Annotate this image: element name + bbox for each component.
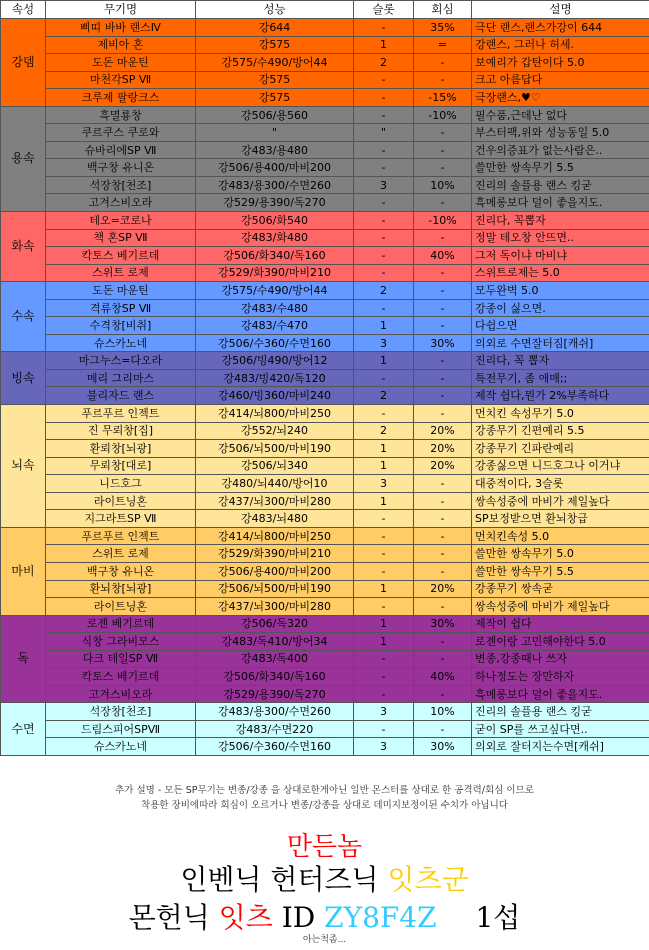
description-cell: 강종싫으면 니드호그나 이거냐 (472, 457, 649, 475)
slot-cell: 1 (354, 317, 414, 335)
table-row (1, 633, 649, 651)
slot-cell: - (354, 685, 414, 703)
weapon-name-cell: 라이트닝혼 (46, 492, 196, 510)
weapon-name-cell: 마천각SP Ⅶ (46, 71, 196, 89)
description-cell: 극장랜스,♥♡ (472, 89, 649, 107)
critical-cell: - (414, 545, 472, 563)
performance-cell: 강483/독410/방어34 (196, 633, 354, 651)
table-row (1, 720, 649, 738)
critical-cell: = (414, 36, 472, 54)
description-cell: 크고 아름답다 (472, 71, 649, 89)
header-slots: 슬롯 (354, 1, 414, 19)
critical-cell: 40% (414, 668, 472, 686)
performance-cell: 강529/용390/독270 (196, 685, 354, 703)
performance-cell: 강483/용300/수면260 (196, 703, 354, 721)
table-row (1, 19, 649, 37)
header-attribute: 속성 (1, 1, 46, 19)
critical-cell: 20% (414, 422, 472, 440)
performance-cell: 강506/용560 (196, 106, 354, 124)
weapon-name-cell: 수격창[비취] (46, 317, 196, 335)
slot-cell: - (354, 545, 414, 563)
credit-inven-nick: 인벤닉 헌터즈닉 (180, 863, 379, 896)
table-row (1, 387, 649, 405)
slot-cell: - (354, 650, 414, 668)
slot-cell: - (354, 212, 414, 230)
slot-cell: - (354, 159, 414, 177)
performance-cell: 강483/뇌480 (196, 510, 354, 528)
performance-cell: 강506/용400/마비200 (196, 562, 354, 580)
table-row (1, 352, 649, 370)
performance-cell: 강483/용300/수면260 (196, 176, 354, 194)
performance-cell: 강483/독400 (196, 650, 354, 668)
performance-cell: 강437/뇌300/마비280 (196, 598, 354, 616)
performance-cell: 강529/화390/마비210 (196, 545, 354, 563)
weapon-name-cell: 쿠르쿠스 쿠로와 (46, 124, 196, 142)
critical-cell: - (414, 317, 472, 335)
table-row (1, 422, 649, 440)
weapon-name-cell: 지그라트SP Ⅶ (46, 510, 196, 528)
slot-cell: 1 (354, 457, 414, 475)
description-cell: 강종무기 긴편예리 5.5 (472, 422, 649, 440)
table-row (1, 71, 649, 89)
table-row (1, 492, 649, 510)
description-cell: 의외로 수면잘터짐[캐쉬] (472, 334, 649, 352)
table-row (1, 264, 649, 282)
critical-cell: - (414, 264, 472, 282)
critical-cell: - (414, 352, 472, 370)
critical-cell: 35% (414, 19, 472, 37)
weapon-name-cell: 환뢰창[뇌광] (46, 440, 196, 458)
attribute-cell: 독 (1, 615, 46, 703)
credit-made-by: 만든놈 (286, 832, 363, 862)
table-row (1, 212, 649, 230)
slot-cell: 1 (354, 615, 414, 633)
header-weapon-name: 무기명 (46, 1, 196, 19)
performance-cell: 강506/화540 (196, 212, 354, 230)
description-cell: 진리다, 꼭 뽑자 (472, 352, 649, 370)
attribute-cell: 수속 (1, 282, 46, 352)
critical-cell: 40% (414, 247, 472, 265)
table-row (1, 106, 649, 124)
weapon-name-cell: 메리 그리마스 (46, 369, 196, 387)
description-cell: 강랜스, 그러나 허세. (472, 36, 649, 54)
weapon-name-cell: 마그누스=다오라 (46, 352, 196, 370)
weapon-name-cell: 석장창[천조] (46, 176, 196, 194)
slot-cell: 1 (354, 633, 414, 651)
slot-cell: - (354, 299, 414, 317)
performance-cell: " (196, 124, 354, 142)
attribute-cell: 용속 (1, 106, 46, 211)
table-row (1, 194, 649, 212)
weapon-name-cell: 석장창[천조] (46, 703, 196, 721)
header-description: 설명 (472, 1, 649, 19)
table-row (1, 334, 649, 352)
description-cell: 강종무기 긴파란예리 (472, 440, 649, 458)
credit-line3 (0, 896, 649, 936)
performance-cell: 강483/빙420/독120 (196, 369, 354, 387)
slot-cell: 3 (354, 176, 414, 194)
table-row (1, 89, 649, 107)
description-cell: 흑메롱보다 덜이 좋을지도. (472, 685, 649, 703)
weapon-name-cell: 스위트 로제 (46, 264, 196, 282)
table-row (1, 562, 649, 580)
weapon-name-cell: 슈스카노네 (46, 334, 196, 352)
weapon-name-cell: 격류창SP Ⅶ (46, 299, 196, 317)
table-row (1, 527, 649, 545)
slot-cell: - (354, 369, 414, 387)
slot-cell: - (354, 141, 414, 159)
critical-cell: - (414, 54, 472, 72)
critical-cell: 30% (414, 615, 472, 633)
slot-cell: - (354, 106, 414, 124)
weapon-name-cell: 도돈 마운틴 (46, 54, 196, 72)
description-cell: 로젠이랑 고민해야한다 5.0 (472, 633, 649, 651)
slot-cell: 2 (354, 54, 414, 72)
critical-cell: - (414, 685, 472, 703)
description-cell: 진리의 솔플용 랜스 킹굳 (472, 703, 649, 721)
critical-cell: - (414, 194, 472, 212)
performance-cell: 강483/수480 (196, 299, 354, 317)
critical-cell: - (414, 159, 472, 177)
description-cell: 쓸만한 쌍속무기 5.5 (472, 562, 649, 580)
slot-cell: - (354, 405, 414, 423)
performance-cell: 강506/빙490/방어12 (196, 352, 354, 370)
description-cell: 쌍속성중에 마비가 제일높다 (472, 598, 649, 616)
critical-cell: - (414, 369, 472, 387)
critical-cell: 30% (414, 738, 472, 756)
performance-cell: 강414/뇌800/마비250 (196, 405, 354, 423)
weapon-name-cell: 책 혼SP Ⅶ (46, 229, 196, 247)
credit-id-value: ZY8F4Z (324, 901, 437, 934)
critical-cell: - (414, 387, 472, 405)
description-cell: 굳이 SP를 쓰고싶다면.. (472, 720, 649, 738)
performance-cell: 강480/뇌440/방어10 (196, 475, 354, 493)
critical-cell: - (414, 650, 472, 668)
slot-cell: - (354, 229, 414, 247)
table-row (1, 124, 649, 142)
table-row (1, 598, 649, 616)
table-row (1, 369, 649, 387)
performance-cell: 강460/빙360/마비240 (196, 387, 354, 405)
slot-cell: - (354, 510, 414, 528)
table-row (1, 685, 649, 703)
description-cell: 그저 독이냐 마비냐 (472, 247, 649, 265)
critical-cell: - (414, 405, 472, 423)
critical-cell: -10% (414, 106, 472, 124)
table-row (1, 317, 649, 335)
critical-cell: - (414, 598, 472, 616)
slot-cell: 3 (354, 334, 414, 352)
weapon-name-cell: 삐띠 바바 랜스Ⅳ (46, 19, 196, 37)
table-row (1, 738, 649, 756)
slot-cell: - (354, 89, 414, 107)
description-cell: 쌍속성중에 마비가 제일높다 (472, 492, 649, 510)
performance-cell: 강529/화390/마비210 (196, 264, 354, 282)
credit-monhun-label: 몬헌닉 (128, 901, 210, 934)
credit-tiny-note: 아는척좀... (302, 935, 347, 945)
attribute-cell: 화속 (1, 212, 46, 282)
slot-cell: - (354, 264, 414, 282)
description-cell: 특전무기, 좀 애매;; (472, 369, 649, 387)
header-performance: 성능 (196, 1, 354, 19)
performance-cell: 강506/뇌340 (196, 457, 354, 475)
critical-cell: -15% (414, 89, 472, 107)
slot-cell: 1 (354, 440, 414, 458)
weapon-name-cell: 환뇌창[뇌광] (46, 580, 196, 598)
performance-cell: 강483/수470 (196, 317, 354, 335)
description-cell: 필수품,근데난 없다 (472, 106, 649, 124)
performance-cell: 강506/수360/수면160 (196, 738, 354, 756)
critical-cell: - (414, 720, 472, 738)
description-cell: 쓸만한 쌍속무기 5.0 (472, 545, 649, 563)
weapon-name-cell: 제비아 혼 (46, 36, 196, 54)
performance-cell: 강483/용480 (196, 141, 354, 159)
credit-id-label: ID (281, 901, 316, 934)
table-row (1, 54, 649, 72)
description-cell: 정말 테오창 안뜨면.. (472, 229, 649, 247)
weapon-name-cell: 고겨스비오라 (46, 685, 196, 703)
credit-monhun-nick: 잇츠 (218, 901, 273, 934)
performance-cell: 강506/뇌500/마비190 (196, 580, 354, 598)
table-row (1, 141, 649, 159)
description-cell: 하나정도는 장만하자 (472, 668, 649, 686)
footnote-line1: 추가 설명 - 모든 SP무기는 변종/강종 을 상대로한게아닌 일반 몬스터를 상대로 한 공격력/회심 이므로 (115, 785, 534, 796)
slot-cell: - (354, 668, 414, 686)
performance-cell: 강506/독320 (196, 615, 354, 633)
critical-cell: - (414, 633, 472, 651)
critical-cell: - (414, 562, 472, 580)
description-cell: 부스터팩,위와 성능동일 5.0 (472, 124, 649, 142)
slot-cell: - (354, 194, 414, 212)
description-cell: 진리의 솔플용 랜스 킹굳 (472, 176, 649, 194)
performance-cell: 강644 (196, 19, 354, 37)
performance-cell: 강506/수360/수면160 (196, 334, 354, 352)
performance-cell: 강575 (196, 36, 354, 54)
credit-hunters-nick: 잇츠군 (387, 863, 469, 896)
performance-cell: 강483/화480 (196, 229, 354, 247)
weapon-name-cell: 크루제 팔랑크스 (46, 89, 196, 107)
performance-cell: 강529/용390/독270 (196, 194, 354, 212)
description-cell: 먼치킨속성 5.0 (472, 527, 649, 545)
weapon-name-cell: 칵토스 베기르데 (46, 247, 196, 265)
weapon-name-cell: 흑멸룡창 (46, 106, 196, 124)
critical-cell: - (414, 475, 472, 493)
description-cell: 건우의증표가 없는사람은.. (472, 141, 649, 159)
weapon-name-cell: 다크 테일SP Ⅶ (46, 650, 196, 668)
slot-cell: - (354, 527, 414, 545)
slot-cell: - (354, 247, 414, 265)
description-cell: 변종,강종때나 쓰자 (472, 650, 649, 668)
description-cell: 강종무기 쌍속굳 (472, 580, 649, 598)
critical-cell: - (414, 141, 472, 159)
critical-cell: 20% (414, 440, 472, 458)
weapon-name-cell: 푸르푸르 인젝트 (46, 527, 196, 545)
table-row (1, 159, 649, 177)
slot-cell: 2 (354, 387, 414, 405)
table-row (1, 229, 649, 247)
slot-cell: - (354, 598, 414, 616)
performance-cell: 강437/뇌300/마비280 (196, 492, 354, 510)
critical-cell: 20% (414, 580, 472, 598)
description-cell: 대중적이다, 3슬롯 (472, 475, 649, 493)
attribute-cell: 빙속 (1, 352, 46, 405)
weapon-name-cell: 드림스피어SPⅦ (46, 720, 196, 738)
critical-cell: 20% (414, 457, 472, 475)
description-cell: 쓸만한 쌍속무기 5.5 (472, 159, 649, 177)
slot-cell: 1 (354, 580, 414, 598)
slot-cell: 1 (354, 352, 414, 370)
weapon-name-cell: 식창 그라비모스 (46, 633, 196, 651)
description-cell: 흑메롱보다 덜이 좋을지도. (472, 194, 649, 212)
attribute-cell: 강뎀 (1, 19, 46, 107)
performance-cell: 강483/수면220 (196, 720, 354, 738)
critical-cell: - (414, 229, 472, 247)
weapon-name-cell: 칵토스 베기르데 (46, 668, 196, 686)
table-row (1, 650, 649, 668)
weapon-name-cell: 로젠 베기르데 (46, 615, 196, 633)
critical-cell: - (414, 527, 472, 545)
table-row (1, 282, 649, 300)
slot-cell: - (354, 720, 414, 738)
slot-cell: " (354, 124, 414, 142)
performance-cell: 강506/용400/마비200 (196, 159, 354, 177)
table-row (1, 36, 649, 54)
performance-cell: 강575 (196, 71, 354, 89)
slot-cell: 3 (354, 738, 414, 756)
weapon-name-cell: 푸르푸르 인젝트 (46, 405, 196, 423)
description-cell: 의외로 잘터지는수면[캐쉬] (472, 738, 649, 756)
critical-cell: 10% (414, 703, 472, 721)
description-cell: 제작이 쉽다 (472, 615, 649, 633)
footnote-line2: 착용한 장비에따라 회심이 오르거나 변종/강종을 상대로 데미지보정이된 수치가 아닙니다 (141, 800, 508, 811)
table-row (1, 457, 649, 475)
weapon-name-cell: 테오=코로나 (46, 212, 196, 230)
description-cell: SP보정받으면 환뇌창급 (472, 510, 649, 528)
table-row (1, 405, 649, 423)
header-critical: 회심 (414, 1, 472, 19)
weapon-name-cell: 진 무뢰창[집] (46, 422, 196, 440)
table-row (1, 668, 649, 686)
weapon-name-cell: 니드호그 (46, 475, 196, 493)
critical-cell: - (414, 510, 472, 528)
table-row (1, 510, 649, 528)
attribute-cell: 마비 (1, 527, 46, 615)
weapon-name-cell: 라이트닝혼 (46, 598, 196, 616)
description-cell: 보예리가 갑탄이다 5.0 (472, 54, 649, 72)
credit-line2 (0, 858, 649, 898)
table-row (1, 580, 649, 598)
description-cell: 스위트로제는 5.0 (472, 264, 649, 282)
description-cell: 진리다, 꼭뽑자 (472, 212, 649, 230)
attribute-cell: 수면 (1, 703, 46, 756)
slot-cell: 2 (354, 282, 414, 300)
table-row (1, 703, 649, 721)
critical-cell: - (414, 124, 472, 142)
table-row (1, 247, 649, 265)
description-cell: 모두완벽 5.0 (472, 282, 649, 300)
performance-cell: 강506/화340/독160 (196, 668, 354, 686)
table-row (1, 475, 649, 493)
performance-cell: 강414/뇌800/마비250 (196, 527, 354, 545)
header-row (1, 1, 649, 19)
description-cell: 다쉽으면 (472, 317, 649, 335)
critical-cell: 10% (414, 176, 472, 194)
slot-cell: 3 (354, 475, 414, 493)
table-row (1, 545, 649, 563)
weapon-name-cell: 슈스카노네 (46, 738, 196, 756)
slot-cell: 1 (354, 36, 414, 54)
critical-cell: - (414, 299, 472, 317)
slot-cell: - (354, 19, 414, 37)
attribute-cell: 뇌속 (1, 405, 46, 528)
weapon-name-cell: 백구창 유니온 (46, 159, 196, 177)
slot-cell: - (354, 71, 414, 89)
slot-cell: 1 (354, 492, 414, 510)
critical-cell: - (414, 71, 472, 89)
performance-cell: 강506/뇌500/마비190 (196, 440, 354, 458)
weapon-name-cell: 무뢰창[대로] (46, 457, 196, 475)
description-cell: 먼치킨 속성무기 5.0 (472, 405, 649, 423)
slot-cell: 3 (354, 703, 414, 721)
description-cell: 제작 쉽다,뭔가 2%부족하다 (472, 387, 649, 405)
slot-cell: - (354, 562, 414, 580)
weapon-name-cell: 백구창 유니온 (46, 562, 196, 580)
table-row (1, 440, 649, 458)
description-cell: 극단 랜스,랜스가강이 644 (472, 19, 649, 37)
weapon-name-cell: 고겨스비오라 (46, 194, 196, 212)
slot-cell: 2 (354, 422, 414, 440)
table-row (1, 176, 649, 194)
weapon-name-cell: 블리자드 랜스 (46, 387, 196, 405)
performance-cell: 강575/수490/방어44 (196, 54, 354, 72)
performance-cell: 강575/수490/방어44 (196, 282, 354, 300)
critical-cell: 30% (414, 334, 472, 352)
weapon-name-cell: 도돈 마운틴 (46, 282, 196, 300)
table-row (1, 615, 649, 633)
weapon-name-cell: 스위트 로제 (46, 545, 196, 563)
critical-cell: - (414, 282, 472, 300)
table-row (1, 299, 649, 317)
performance-cell: 강506/화340/독160 (196, 247, 354, 265)
critical-cell: - (414, 492, 472, 510)
weapon-name-cell: 슈바리에SP Ⅶ (46, 141, 196, 159)
performance-cell: 강552/뇌240 (196, 422, 354, 440)
credit-server: 1섭 (475, 901, 521, 934)
performance-cell: 강575 (196, 89, 354, 107)
description-cell: 강종이 싫으면. (472, 299, 649, 317)
critical-cell: -10% (414, 212, 472, 230)
